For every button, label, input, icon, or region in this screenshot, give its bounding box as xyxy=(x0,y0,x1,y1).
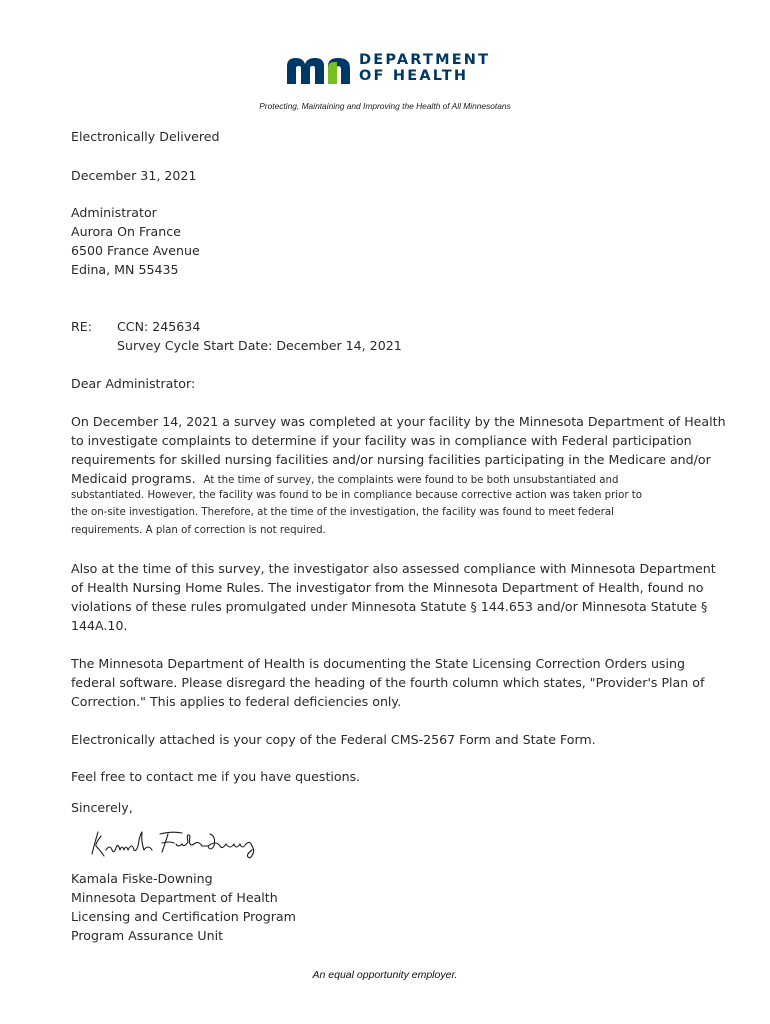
logo-wordmark xyxy=(359,52,490,84)
signer-name: Kamala Fiske-Downing xyxy=(71,871,213,886)
paragraph-3-line: federal software. Please disregard the heading of the fourth column which states, "Provider's Plan of xyxy=(71,675,705,690)
recipient-address-line: Administrator xyxy=(71,205,157,220)
paragraph-1-line: On December 14, 2021 a survey was completed at your facility by the Minnesota Department of Health xyxy=(71,414,726,429)
paragraph-3-line: The Minnesota Department of Health is documenting the State Licensing Correction Orders using xyxy=(71,656,685,671)
delivery-method: Electronically Delivered xyxy=(71,129,220,144)
recipient-address-line: Edina, MN 55435 xyxy=(71,262,179,277)
paragraph-2-line: violations of these rules promulgated under Minnesota Statute § 144.653 and/or Minnesota Statute § xyxy=(71,599,708,614)
tagline: Protecting, Maintaining and Improving the Health of All Minnesotans xyxy=(259,101,511,111)
logo-line-1: DEPARTMENT xyxy=(359,52,491,68)
paragraph-1-small-line: the on-site investigation. Therefore, at the time of the investigation, the facility was found to meet federal xyxy=(71,507,614,518)
footer-text: An equal opportunity employer. xyxy=(312,969,458,981)
paragraph-2-line: Also at the time of this survey, the investigator also assessed compliance with Minnesota Department xyxy=(71,561,716,576)
re-survey-date: Survey Cycle Start Date: December 14, 2021 xyxy=(117,338,402,353)
paragraph-1-small-line: requirements. A plan of correction is not required. xyxy=(71,525,326,536)
mn-logo-mark-icon xyxy=(284,54,354,86)
closing: Sincerely, xyxy=(71,800,133,815)
re-ccn: CCN: 245634 xyxy=(117,319,201,334)
paragraph-2-line: of Health Nursing Home Rules. The investigator from the Minnesota Department of Health, found no xyxy=(71,580,704,595)
paragraph-1-line: requirements for skilled nursing facilities and/or nursing facilities participating in the Medicare and/or xyxy=(71,452,711,467)
signer-department: Minnesota Department of Health xyxy=(71,890,278,905)
paragraph-1-small-line: At the time of survey, the complaints were found to be both unsubstantiated and xyxy=(203,475,619,486)
signer-unit: Program Assurance Unit xyxy=(71,928,224,943)
paragraph-1-line: to investigate complaints to determine if your facility was in compliance with Federal participation xyxy=(71,433,692,448)
letter-date: December 31, 2021 xyxy=(71,168,197,183)
paragraph-5: Feel free to contact me if you have questions. xyxy=(71,769,361,784)
signer-program: Licensing and Certification Program xyxy=(71,909,296,924)
salutation: Dear Administrator: xyxy=(71,376,196,391)
paragraph-4: Electronically attached is your copy of the Federal CMS-2567 Form and State Form. xyxy=(71,732,596,747)
re-label: RE: xyxy=(71,319,92,334)
paragraph-1-line-4: Medicaid programs. xyxy=(71,471,196,486)
recipient-address-line: Aurora On France xyxy=(71,224,181,239)
paragraph-3-line: Correction." This applies to federal deficiencies only. xyxy=(71,694,402,709)
recipient-address-line: 6500 France Avenue xyxy=(71,243,200,258)
mdh-logo xyxy=(284,52,494,88)
logo-line-2: OF HEALTH xyxy=(359,68,469,84)
signature-image xyxy=(86,826,261,862)
paragraph-2-line: 144A.10. xyxy=(71,618,128,633)
paragraph-1-small-line: substantiated. However, the facility was found to be in compliance because corrective action was taken prior to xyxy=(71,490,643,501)
